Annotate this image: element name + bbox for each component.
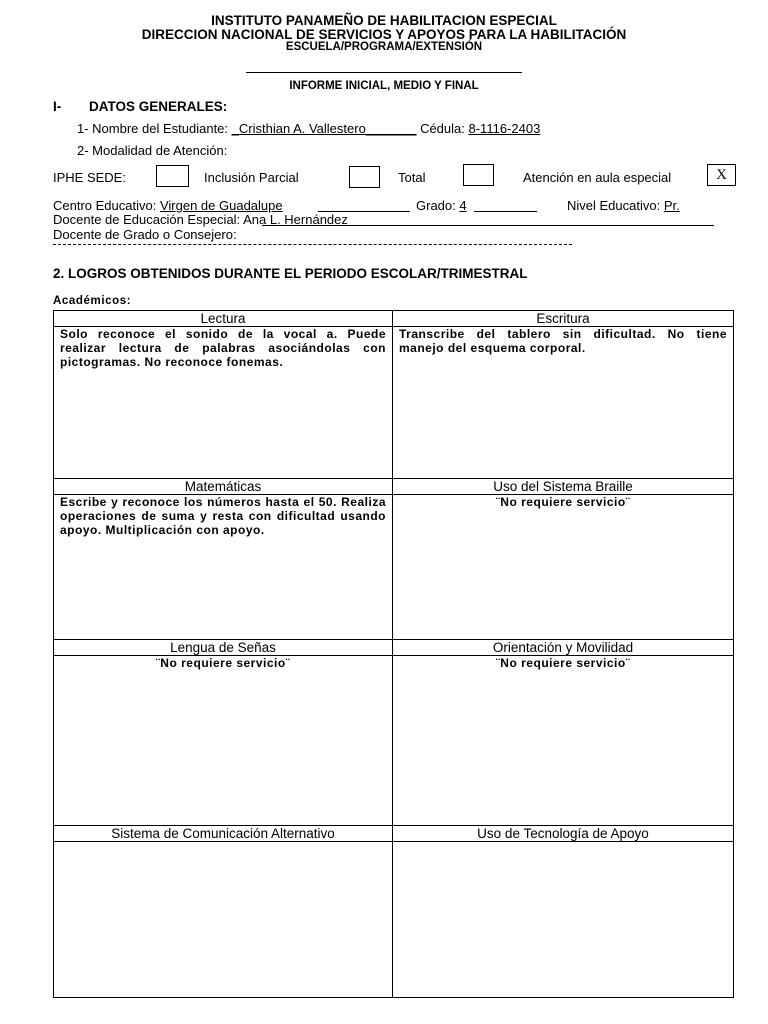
section1-number: I- (53, 99, 62, 114)
grado-label: Grado: (416, 198, 456, 213)
inclusion-checkbox[interactable] (349, 166, 380, 188)
student-row (77, 121, 540, 136)
academic-label: Académicos: (53, 295, 132, 307)
matematicas-title: Matemáticas (54, 479, 393, 495)
docente-esp-line (262, 225, 714, 226)
senas-cell: ¨No requiere servicio¨ (54, 656, 393, 826)
docente-grado-line (53, 244, 572, 245)
nivel-label: Nivel Educativo: (567, 198, 661, 213)
student-label: 1- Nombre del Estudiante: (77, 121, 229, 136)
centro-row (53, 198, 283, 213)
iphe-sede-label: IPHE SEDE: (53, 170, 126, 185)
tecnologia-cell (393, 842, 734, 998)
senas-title: Lengua de Señas (54, 640, 393, 656)
total-checkbox[interactable] (463, 164, 494, 186)
sca-title: Sistema de Comunicación Alternativo (54, 826, 393, 842)
orientacion-title: Orientación y Movilidad (393, 640, 734, 656)
braille-cell: ¨No requiere servicio¨ (393, 495, 734, 640)
section1-heading (53, 99, 227, 114)
escritura-title: Escritura (393, 311, 734, 327)
aula-checkbox[interactable]: X (707, 164, 736, 186)
sca-cell (54, 842, 393, 998)
escritura-cell: Transcribe del tablero sin dificultad. No tiene manejo del esquema corporal. (393, 327, 734, 479)
direction-title: DIRECCION NACIONAL DE SERVICIOS Y APOYOS PARA LA HABILITACIÓN (141, 27, 627, 42)
grado-row (416, 198, 467, 213)
braille-title: Uso del Sistema Braille (393, 479, 734, 495)
lectura-cell: Solo reconoce el sonido de la vocal a. Puede realizar lectura de palabras asociándolas con pictogramas. No reconoce fonemas. (54, 327, 393, 479)
student-value: _Cristhian A. Vallestero_______ (231, 121, 417, 136)
school-line: ESCUELA/PROGRAMA/EXTENSIÓN (285, 41, 483, 53)
aula-label: Atención en aula especial (523, 170, 672, 185)
tecnologia-title: Uso de Tecnología de Apoyo (393, 826, 734, 842)
centro-label: Centro Educativo: (53, 198, 157, 213)
achievements-grid (53, 310, 734, 998)
total-label: Total (398, 170, 426, 185)
matematicas-cell: Escribe y reconoce los números hasta el 50. Realiza operaciones de suma y resta con dificultad usando apoyo. Multiplicación con apoyo. (54, 495, 393, 640)
orientacion-cell: ¨No requiere servicio¨ (393, 656, 734, 826)
nivel-value: Pr. (663, 198, 680, 213)
section1-title: DATOS GENERALES: (89, 99, 228, 114)
nivel-row (567, 198, 680, 213)
lectura-title: Lectura (54, 311, 393, 327)
grado-value: 4 (459, 198, 467, 213)
docente-esp-value: Ana L. Hernández (243, 212, 348, 227)
inclusion-label: Inclusión Parcial (204, 170, 299, 185)
iphe-sede-checkbox[interactable] (156, 165, 189, 187)
cedula-value: 8-1116-2403 (468, 121, 541, 136)
section2-title: 2. LOGROS OBTENIDOS DURANTE EL PERIODO ESCOLAR/TRIMESTRAL (53, 266, 528, 281)
grado-value-line (474, 211, 537, 212)
report-title: INFORME INICIAL, MEDIO Y FINAL (289, 80, 479, 92)
school-name-line (246, 72, 522, 73)
modality-label: 2- Modalidad de Atención: (77, 143, 228, 158)
docente-esp-label: Docente de Educación Especial: (53, 212, 241, 227)
centro-value: Virgen de Guadalupe (159, 198, 283, 213)
docente-grado-label: Docente de Grado o Consejero: (53, 227, 237, 242)
cedula-label: Cédula: (420, 121, 465, 136)
institution-title: INSTITUTO PANAMEÑO DE HABILITACION ESPECIAL (211, 13, 557, 28)
